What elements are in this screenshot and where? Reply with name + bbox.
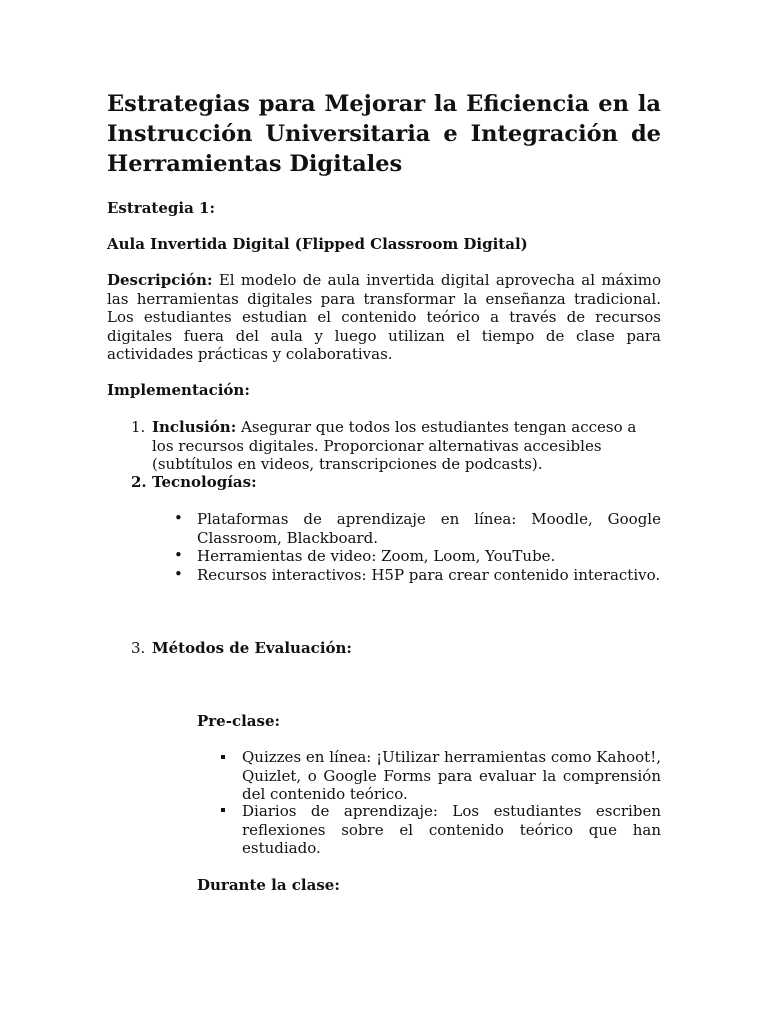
description-text: El modelo de aula invertida digital aprovecha al máximo las herramientas digitales para transformar la enseñanza tradicional. Los estudiantes estudian el contenido teórico a través de recursos digitales fuera del aula y luego utilizan el tiempo de clase para actividades prácticas y colaborativas. xyxy=(107,271,661,363)
list-number-1: 1. xyxy=(131,418,146,436)
list-item-inclusion xyxy=(152,418,661,474)
list-number-2: 2. xyxy=(131,473,147,491)
bullet-dot-icon: • xyxy=(174,546,183,564)
list-number-3: 3. xyxy=(131,639,146,657)
list-item: Diarios de aprendizaje: Los estudiantes escriben reflexiones sobre el contenido teórico que han estudiado. xyxy=(242,802,661,857)
item-text-inclusion: Asegurar que todos los estudiantes tengan acceso a los recursos digitales. Proporcionar alternativas accesibles (subtítulos en videos, transcripciones de podcasts). xyxy=(152,418,637,473)
strategy-label: Estrategia 1: xyxy=(107,199,216,217)
item-label-evaluacion: Métodos de Evaluación: xyxy=(152,639,352,657)
bullet-dot-icon: • xyxy=(174,509,183,527)
implementation-heading: Implementación: xyxy=(107,381,250,399)
preclass-heading: Pre-clase: xyxy=(197,712,281,730)
list-item: Recursos interactivos: H5P para crear contenido interactivo. xyxy=(197,566,661,584)
list-item: Herramientas de video: Zoom, Loom, YouTube. xyxy=(197,547,556,565)
bullet-dot-icon: • xyxy=(174,565,183,583)
description-label: Descripción: xyxy=(107,271,213,289)
list-item: Quizzes en línea: ¡Utilizar herramientas como Kahoot!, Quizlet, o Google Forms para evaluar la comprensión del contenido teórico. xyxy=(242,748,661,803)
document-title: Estrategias para Mejorar la Eficiencia en la Instrucción Universitaria e Integración de Herramientas Digitales xyxy=(107,91,661,177)
item-label-tecnologias: Tecnologías: xyxy=(152,473,257,491)
list-item: Plataformas de aprendizaje en línea: Moodle, Google Classroom, Blackboard. xyxy=(197,510,661,547)
duringclass-heading: Durante la clase: xyxy=(197,876,340,894)
item-label-inclusion: Inclusión: xyxy=(152,418,237,436)
bullet-square-icon xyxy=(221,808,225,812)
strategy-name: Aula Invertida Digital (Flipped Classroom Digital) xyxy=(107,235,528,253)
bullet-square-icon xyxy=(221,755,225,759)
description-paragraph xyxy=(107,271,661,364)
